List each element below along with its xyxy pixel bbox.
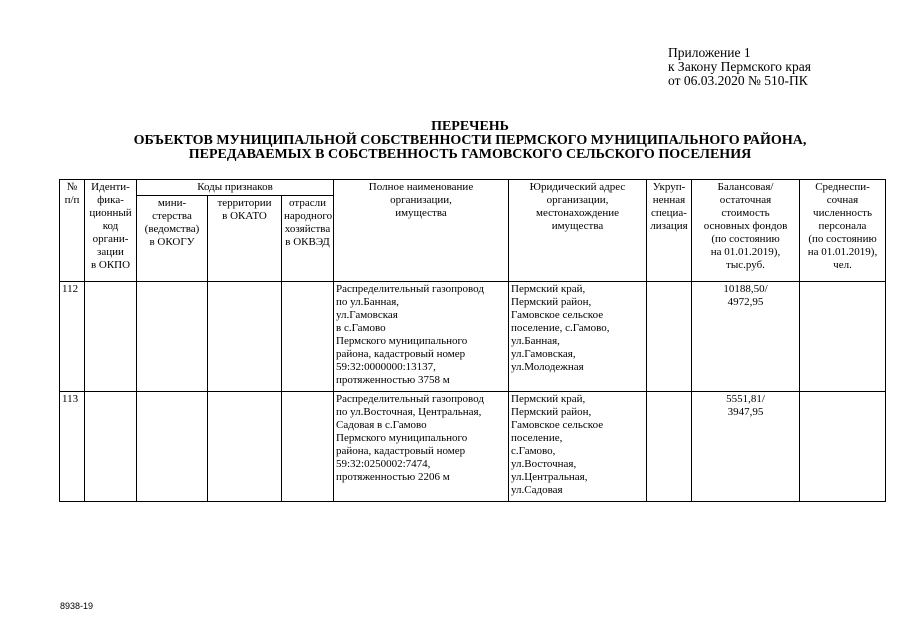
row-okogu bbox=[137, 392, 208, 502]
header-okpo: Иденти- фика- ционный код органи- зации в ОКПО bbox=[85, 180, 137, 282]
row-name: Распределительный газопровод по ул.Банная, ул.Гамовская в с.Гамово Пермского муниципального района, кадастровый номер 59:32:0000000:13137, протяженностью 3758 м bbox=[334, 282, 509, 392]
appendix-line-1: Приложение 1 bbox=[668, 45, 751, 60]
row-balance: 5551,81/ 3947,95 bbox=[692, 392, 800, 502]
appendix-line-3: от 06.03.2020 № 510-ПК bbox=[668, 73, 808, 88]
row-okato bbox=[208, 392, 282, 502]
row-okved bbox=[282, 282, 334, 392]
header-okato: территории в ОКАТО bbox=[208, 196, 282, 282]
row-staff bbox=[800, 282, 886, 392]
row-specialization bbox=[647, 392, 692, 502]
header-num: № п/п bbox=[60, 180, 85, 282]
header-staff: Среднеспи- сочная численность персонала (по состоянию на 01.01.2019), чел. bbox=[800, 180, 886, 282]
property-table bbox=[59, 179, 886, 502]
document-code: 8938-19 bbox=[60, 601, 94, 611]
row-address: Пермский край, Пермский район, Гамовское сельское поселение, с.Гамово, ул.Восточная, ул.Центральная, ул.Садовая bbox=[509, 392, 647, 502]
row-okpo bbox=[85, 392, 137, 502]
table-row bbox=[60, 282, 886, 392]
appendix-note bbox=[668, 46, 811, 88]
row-okved bbox=[282, 392, 334, 502]
header-okogu: мини- стерства (ведомства) в ОКОГУ bbox=[137, 196, 208, 282]
row-address: Пермский край, Пермский район, Гамовское сельское поселение, с.Гамово, ул.Банная, ул.Гамовская, ул.Молодежная bbox=[509, 282, 647, 392]
table-row bbox=[60, 392, 886, 502]
title-line-3: ПЕРЕДАВАЕМЫХ В СОБСТВЕННОСТЬ ГАМОВСКОГО СЕЛЬСКОГО ПОСЕЛЕНИЯ bbox=[188, 147, 752, 162]
document-title bbox=[80, 120, 860, 162]
header-balance: Балансовая/ остаточная стоимость основных фондов (по состоянию на 01.01.2019), тыс.руб. bbox=[692, 180, 800, 282]
header-codes: Коды признаков bbox=[137, 180, 334, 196]
row-okato bbox=[208, 282, 282, 392]
title-line-1: ПЕРЕЧЕНЬ bbox=[431, 119, 509, 134]
row-balance: 10188,50/ 4972,95 bbox=[692, 282, 800, 392]
header-okved: отрасли народного хозяйства в ОКВЭД bbox=[282, 196, 334, 282]
row-specialization bbox=[647, 282, 692, 392]
row-num: 112 bbox=[60, 282, 85, 392]
header-name: Полное наименование организации, имущества bbox=[334, 180, 509, 282]
header-specialization: Укруп- ненная специа- лизация bbox=[647, 180, 692, 282]
appendix-line-2: к Закону Пермского края bbox=[668, 59, 811, 74]
row-okogu bbox=[137, 282, 208, 392]
row-staff bbox=[800, 392, 886, 502]
row-name: Распределительный газопровод по ул.Восточная, Центральная, Садовая в с.Гамово Пермского муниципального района, кадастровый номер 59:32:0250002:7474, протяженностью 2206 м bbox=[334, 392, 509, 502]
row-okpo bbox=[85, 282, 137, 392]
header-address: Юридический адрес организации, местонахождение имущества bbox=[509, 180, 647, 282]
row-num: 113 bbox=[60, 392, 85, 502]
title-line-2: ОБЪЕКТОВ МУНИЦИПАЛЬНОЙ СОБСТВЕННОСТИ ПЕРМСКОГО МУНИЦИПАЛЬНОГО РАЙОНА, bbox=[133, 133, 807, 148]
